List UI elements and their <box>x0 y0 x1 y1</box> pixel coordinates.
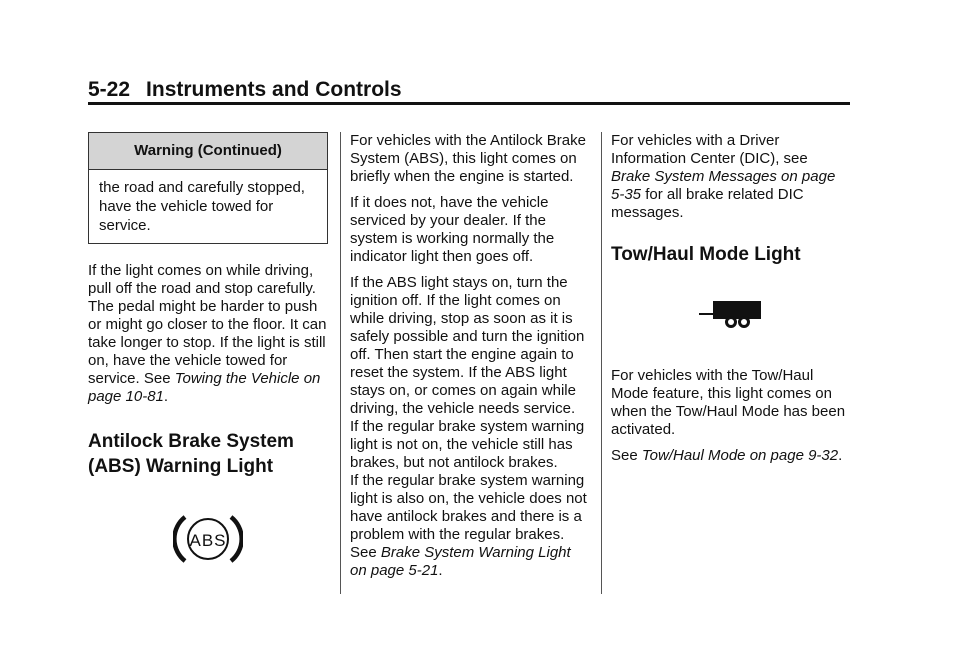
section-heading: Tow/Haul Mode Light <box>611 244 801 265</box>
tow-haul-icon-container <box>611 301 851 331</box>
paragraph-text: If the regular brake system warning light is also on, the vehicle does not have antilock brakes and there is a problem with the regular brakes. See <box>350 472 587 561</box>
column-middle <box>350 132 590 588</box>
paragraph <box>611 132 851 222</box>
paragraph-end: . <box>163 388 169 405</box>
header-rule <box>88 102 850 105</box>
column-left <box>88 132 328 605</box>
page-number: 5-22 <box>88 78 131 101</box>
paragraph: For vehicles with the Antilock Brake System (ABS), this light comes on briefly when the engine is started. <box>350 132 586 185</box>
paragraph: If it does not, have the vehicle serviced by your dealer. If the system is working normally the indicator light then goes off. <box>350 194 555 265</box>
paragraph: If the regular brake system warning light is not on, the vehicle still has brakes, but not antilock brakes. <box>350 418 585 471</box>
paragraph: For vehicles with the Tow/Haul Mode feature, this light comes on when the Tow/Haul Mode has been activated. <box>611 367 846 438</box>
paragraph-end: . <box>838 447 843 464</box>
abs-warning-icon <box>173 513 243 565</box>
section-heading: Antilock Brake System (ABS) Warning Light <box>88 431 294 477</box>
paragraph <box>350 472 590 580</box>
column-divider <box>340 132 341 594</box>
paragraph <box>88 262 328 406</box>
abs-icon-container <box>88 513 328 565</box>
warning-box <box>88 132 328 244</box>
cross-reference-link[interactable]: Tow/Haul Mode on page 9-32 <box>641 447 839 464</box>
cross-reference-link[interactable]: Brake System Messages on page 5-35 <box>611 168 836 203</box>
warning-title: Warning (Continued) <box>89 133 327 170</box>
paragraph-text: See <box>611 447 642 464</box>
cross-reference-link[interactable]: Towing the Vehicle on page 10-81 <box>88 370 321 405</box>
column-right <box>611 132 851 473</box>
cross-reference-link[interactable]: Brake System Warning Light on page 5-21 <box>350 544 571 579</box>
paragraph-text: If the light comes on while driving, pull off the road and stop carefully. The pedal might be harder to push or might go closer to the floor. It can take longer to stop. If the light is still on, have the vehicle towed for service. See <box>88 262 327 387</box>
paragraph-text: For vehicles with a Driver Information Center (DIC), see <box>611 132 808 167</box>
section-title: Instruments and Controls <box>146 78 402 101</box>
paragraph-end: . <box>438 562 443 579</box>
column-divider <box>601 132 602 594</box>
page-header <box>88 78 402 102</box>
warning-body: the road and carefully stopped, have the vehicle towed for service. <box>99 179 305 234</box>
paragraph: If the ABS light stays on, turn the ignition off. If the light comes on while driving, stop as soon as it is safely possible and turn the ignition off. Then start the engine again to reset the system. If the ABS light stays on, or comes on again while driving, the vehicle needs service. <box>350 274 585 417</box>
paragraph <box>611 447 851 465</box>
abs-icon-label: ABS <box>189 531 227 550</box>
trailer-icon <box>699 301 763 331</box>
paragraph-end: for all brake related DIC messages. <box>611 186 804 221</box>
